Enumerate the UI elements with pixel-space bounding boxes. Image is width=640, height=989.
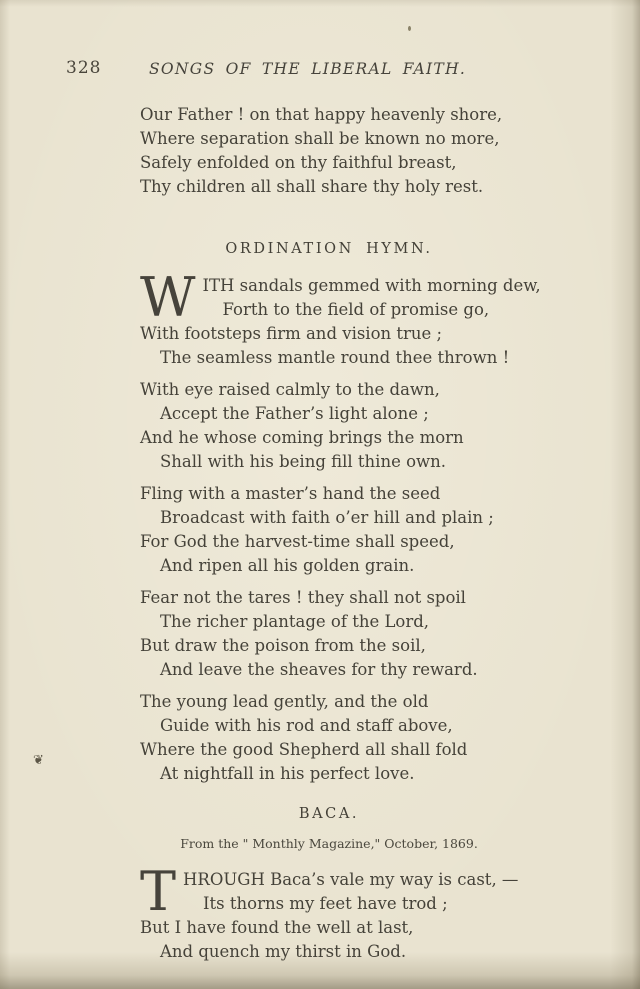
poem-line: And quench my thirst in God.	[160, 942, 407, 961]
poem-line: At nightfall in his perfect love.	[160, 764, 415, 783]
poem-line: For God the harvest-time shall speed,	[140, 532, 455, 551]
poem-line: Accept the Father’s light alone ;	[160, 404, 429, 423]
margin-ornament: ❦	[33, 753, 44, 768]
poem-line: And leave the sheaves for thy reward.	[160, 660, 478, 679]
hymn-attribution: From the " Monthly Magazine," October, 1869.	[180, 836, 478, 851]
poem-line: Where the good Shepherd all shall fold	[140, 740, 468, 759]
poem-line: The seamless mantle round thee thrown !	[160, 348, 510, 367]
stanza-baca-1	[140, 860, 519, 964]
poem-line: HROUGH Baca’s vale my way is cast, —	[183, 870, 519, 889]
poem-line: Fear not the tares ! they shall not spoil	[140, 588, 466, 607]
hymn-title-ordination: ORDINATION HYMN.	[225, 241, 433, 257]
poem-line: Fling with a master’s hand the seed	[140, 484, 441, 503]
poem-line: Broadcast with faith o’er hill and plain ;	[160, 508, 494, 527]
poem-line: Forth to the field of promise go,	[222, 300, 490, 319]
page-number: 328	[66, 58, 102, 78]
poem-line: Our Father ! on that happy heavenly shore,	[140, 105, 503, 124]
poem-line: Thy children all shall share thy holy rest.	[140, 177, 484, 196]
poem-line: The richer plantage of the Lord,	[160, 612, 430, 631]
poem-line: With footsteps firm and vision true ;	[140, 324, 443, 343]
stanza-3	[140, 482, 518, 578]
poem-line: But draw the poison from the soil,	[140, 636, 426, 655]
poem-line: With eye raised calmly to the dawn,	[140, 380, 440, 399]
text-block	[140, 103, 541, 972]
poem-line: The young lead gently, and the old	[140, 692, 429, 711]
poem-line: Where separation shall be known no more,	[140, 129, 500, 148]
stanza-continuation	[140, 103, 518, 199]
drop-cap-w: W	[140, 266, 196, 329]
running-header: SONGS OF THE LIBERAL FAITH.	[149, 60, 467, 78]
drop-cap-t: T	[140, 860, 177, 923]
stanza-5	[140, 690, 518, 786]
poem-line: ITH sandals gemmed with morning dew,	[202, 276, 541, 295]
poem-line: But I have found the well at last,	[140, 918, 414, 937]
poem-line: Shall with his being fill thine own.	[160, 452, 447, 471]
stanza-4	[140, 586, 518, 682]
poem-line: And ripen all his golden grain.	[160, 556, 415, 575]
poem-line: And he whose coming brings the morn	[140, 428, 464, 447]
poem-line: Guide with his rod and staff above,	[160, 716, 453, 735]
ink-speck	[408, 26, 411, 31]
hymn-title-baca: BACA.	[298, 806, 360, 822]
stanza-2	[140, 378, 518, 474]
stanza-1	[140, 266, 541, 370]
poem-line: Safely enfolded on thy faithful breast,	[140, 153, 457, 172]
poem-line: Its thorns my feet have trod ;	[203, 894, 448, 913]
